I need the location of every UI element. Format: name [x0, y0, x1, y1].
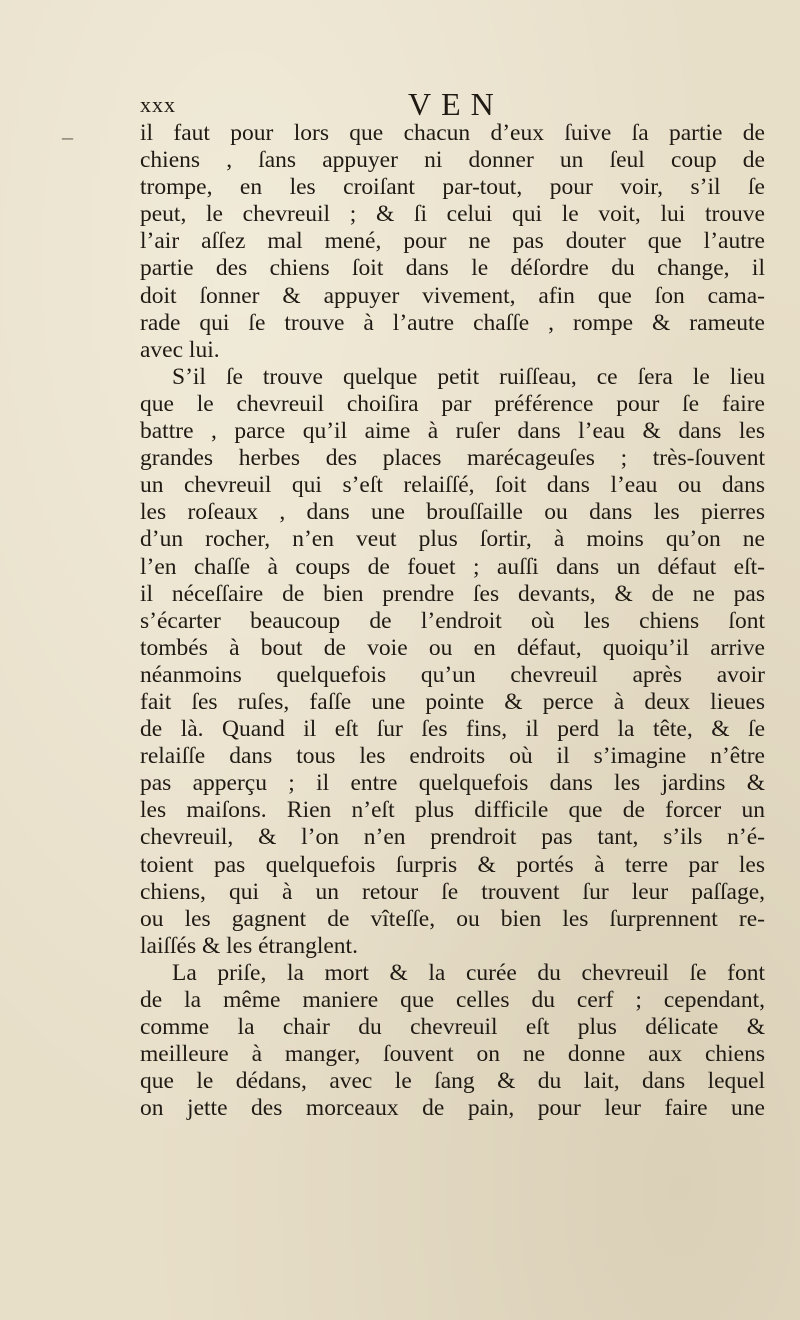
text-line: doit ſonner & appuyer vivement, afin que ſon cama- [140, 282, 765, 309]
text-line: chiens, qui à un retour ſe trouvent ſur leur paſſage, [140, 878, 765, 905]
text-line: les roſeaux , dans une brouſſaille ou dans les pierres [140, 499, 765, 526]
text-line: chiens , ſans appuyer ni donner un ſeul coup de [140, 147, 765, 174]
text-line: s’écarter beaucoup de l’endroit où les chiens ſont [140, 607, 765, 634]
text-line: trompe, en les croiſant par-tout, pour voir, s’il ſe [140, 174, 765, 201]
text-line: laiſſés & les étranglent. [140, 932, 358, 959]
margin-dash: – [62, 124, 73, 149]
text-line: néanmoins quelquefois qu’un chevreuil après avoir [140, 661, 765, 688]
text-line: comme la chair du chevreuil eſt plus délicate & [140, 1014, 765, 1041]
text-line: un chevreuil qui s’eſt relaiſſé, ſoit dans l’eau ou dans [140, 472, 765, 499]
text-line: on jette des morceaux de pain, pour leur faire une [140, 1095, 765, 1122]
text-line: que le chevreuil choiſira par préférence pour ſe faire [140, 390, 765, 417]
paragraph-first-line: La priſe, la mort & la curée du chevreuil ſe font [172, 959, 765, 986]
body-text [140, 120, 765, 1122]
text-line: que le dédans, avec le ſang & du lait, dans lequel [140, 1068, 765, 1095]
text-line: grandes herbes des places marécageuſes ; très-ſouvent [140, 445, 765, 472]
text-line: chevreuil, & l’on n’en prendroit pas tant, s’ils n’é- [140, 824, 765, 851]
text-line: rade qui ſe trouve à l’autre chaſſe , rompe & rameute [140, 309, 765, 336]
text-line: les maiſons. Rien n’eſt plus difficile que de forcer un [140, 797, 765, 824]
text-line: partie des chiens ſoit dans le déſordre du change, il [140, 255, 765, 282]
paragraph-first-line: S’il ſe trouve quelque petit ruiſſeau, ce ſera le lieu [172, 363, 765, 390]
text-line: avec lui. [140, 336, 220, 363]
text-line: il faut pour lors que chacun d’eux ſuive ſa partie de [140, 120, 765, 146]
text-line: de la même maniere que celles du cerf ; cependant, [140, 987, 765, 1013]
text-line: toient pas quelquefois ſurpris & portés à terre par les [140, 851, 765, 878]
text-line: tombés à bout de voie ou en défaut, quoiqu’il arrive [140, 634, 765, 661]
text-line: meilleure à manger, ſouvent on ne donne aux chiens [140, 1041, 765, 1068]
text-line: l’air aſſez mal mené, pour ne pas douter que l’autre [140, 228, 765, 255]
text-line: peut, le chevreuil ; & ſi celui qui le voit, lui trouve [140, 201, 765, 228]
text-line: pas apperçu ; il entre quelquefois dans les jardins & [140, 770, 765, 797]
text-line: battre , parce qu’il aime à ruſer dans l’eau & dans les [140, 418, 765, 445]
text-line: ou les gagnent de vîteſſe, ou bien les ſurprennent re- [140, 905, 765, 932]
text-line: de là. Quand il eſt ſur ſes fins, il perd la tête, & ſe [140, 716, 765, 743]
folio-number: xxx [140, 92, 176, 117]
text-line: fait ſes ruſes, faſſe une pointe & perce à deux lieues [140, 688, 765, 715]
running-head: VEN [408, 86, 504, 122]
text-line: il néceſſaire de bien prendre ſes devants, & de ne pas [140, 580, 765, 607]
text-line: relaiſſe dans tous les endroits où il s’imagine n’être [140, 743, 765, 770]
text-line: d’un rocher, n’en veut plus ſortir, à moins qu’on ne [140, 526, 765, 553]
text-line: l’en chaſſe à coups de fouet ; auſſi dans un défaut eſt- [140, 553, 765, 580]
